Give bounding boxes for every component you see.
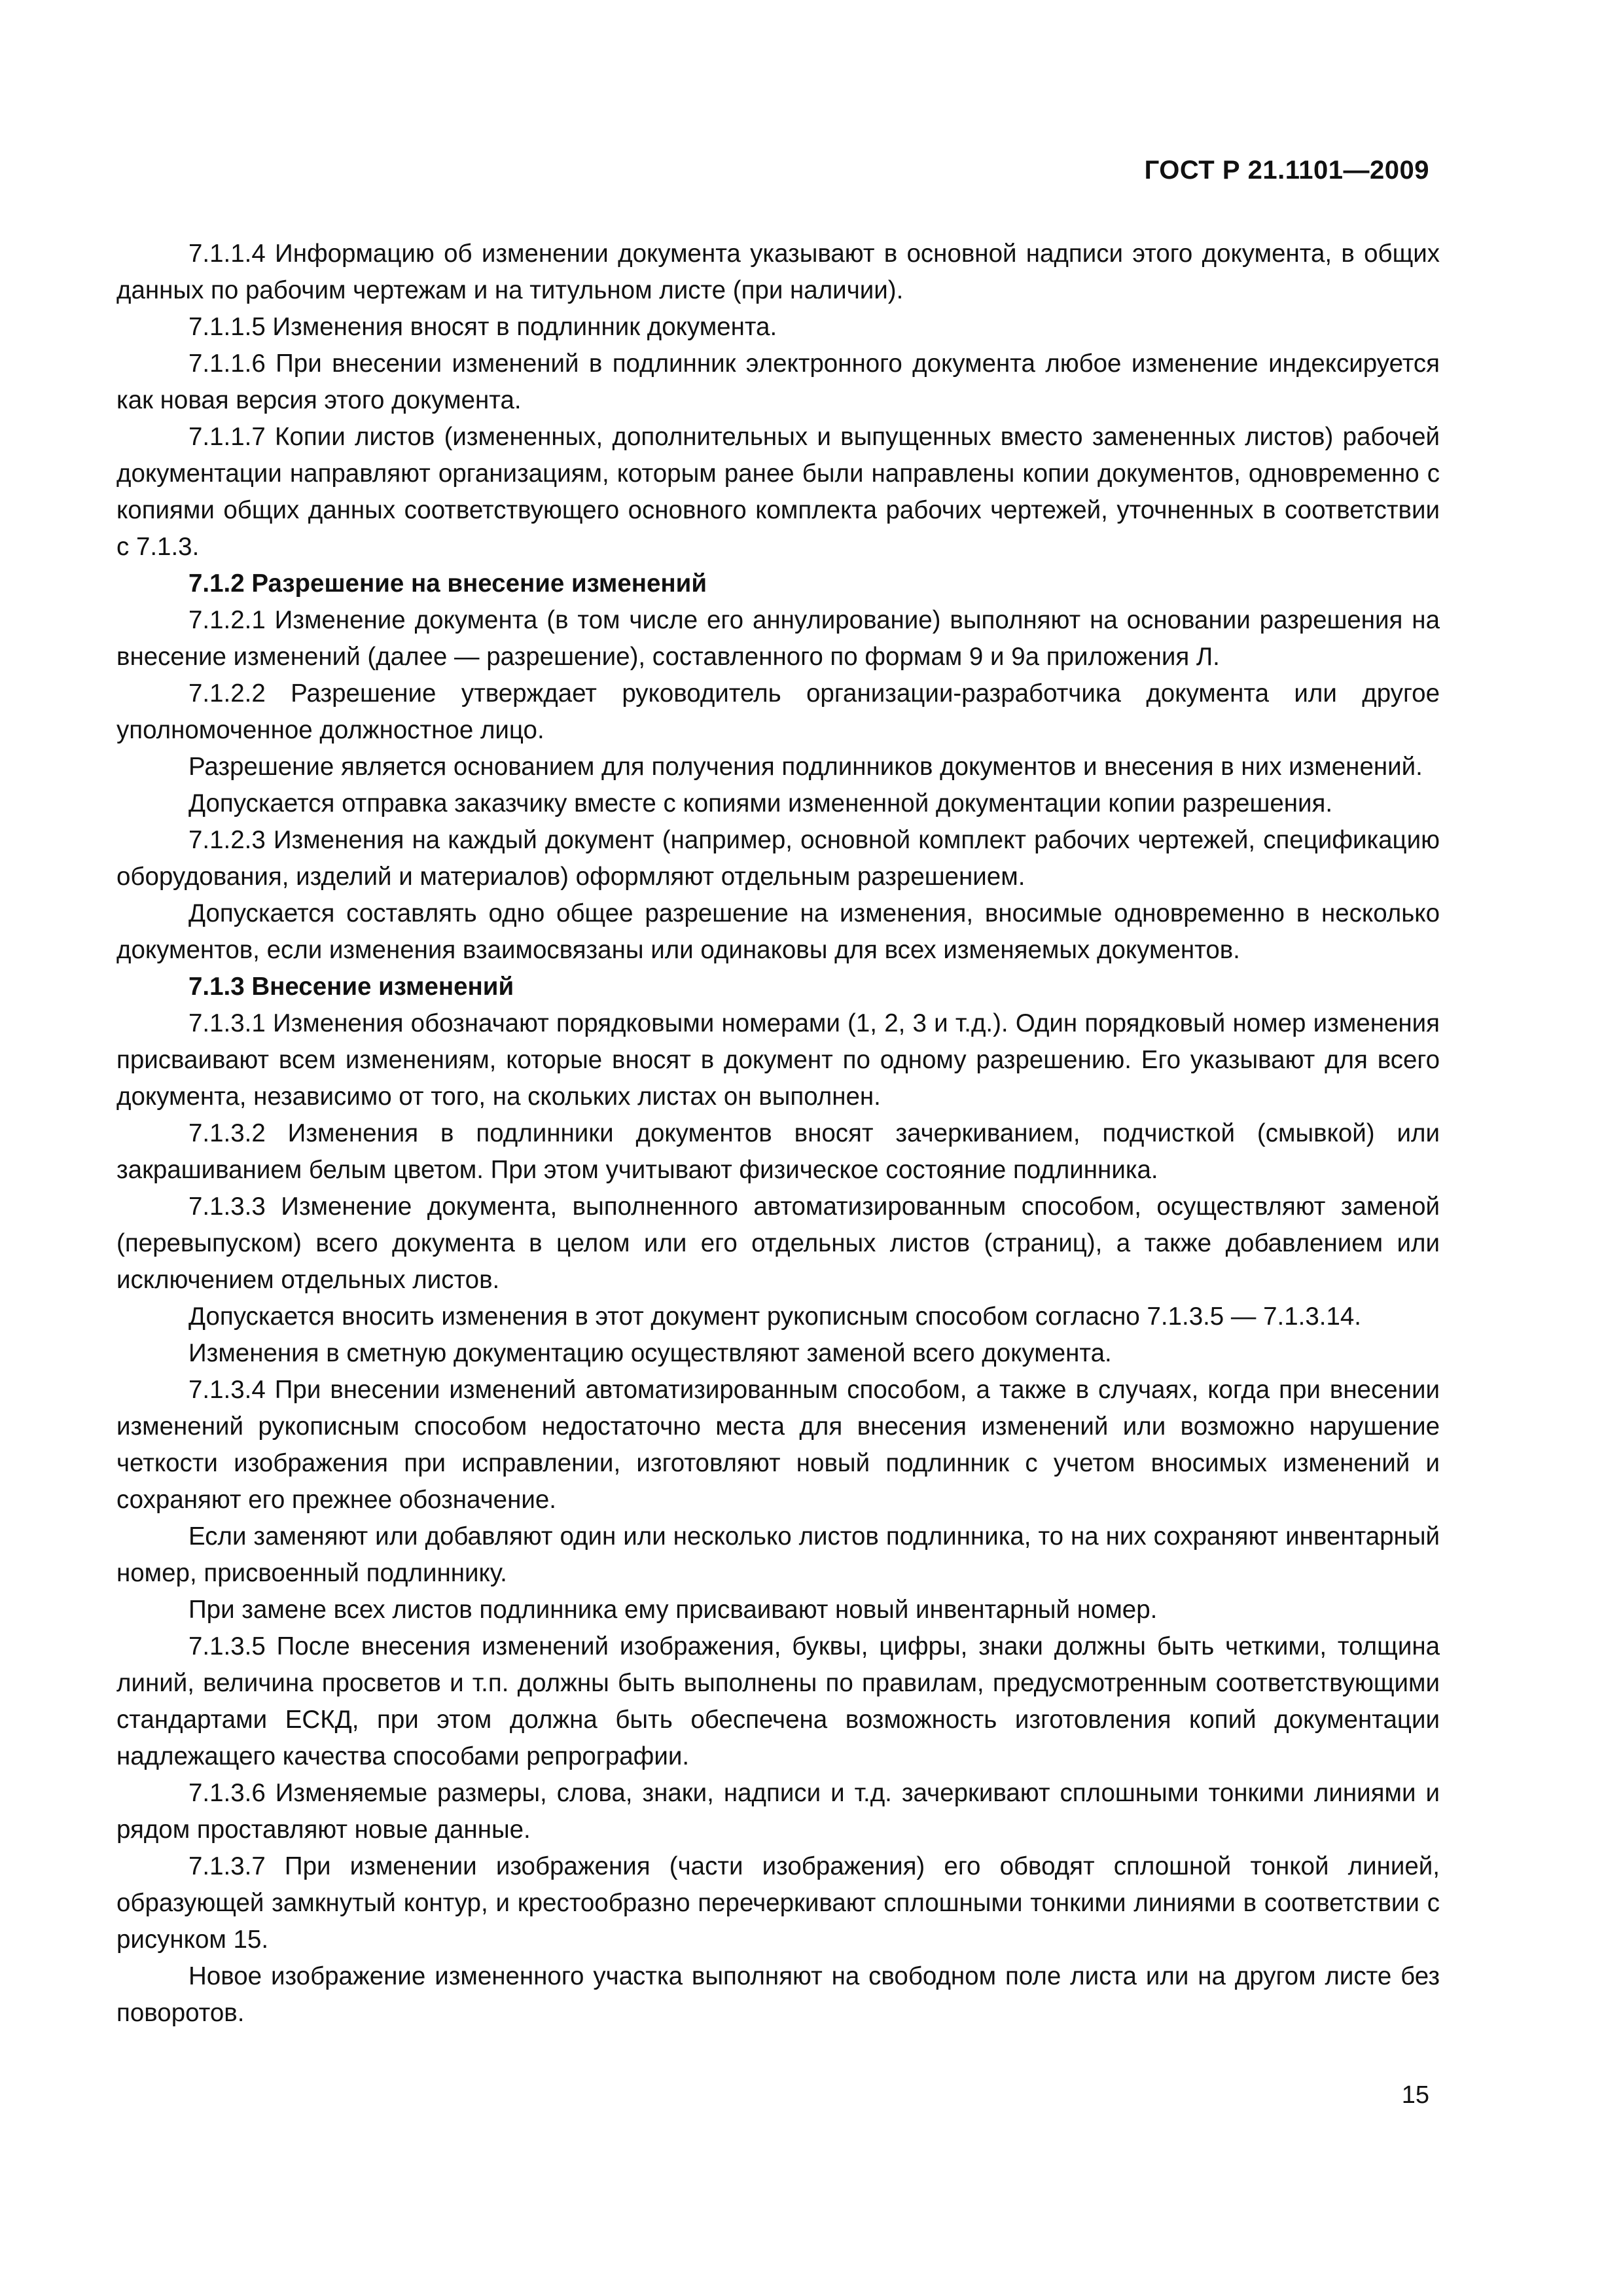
document-body bbox=[116, 236, 1440, 2032]
paragraph-7-1-1-4: 7.1.1.4 Информацию об изменении документа указывают в основной надписи этого документа, в общих данных по рабочим чертежам и на титульном листе (при наличии). bbox=[116, 240, 1440, 304]
paragraph-7-1-3-2: 7.1.3.2 Изменения в подлинники документов вносят зачеркиванием, подчисткой (смывкой) или закрашиванием белым цветом. При этом учитывают физическое состояние подлинника. bbox=[116, 1119, 1440, 1184]
paragraph-7-1-3-5: 7.1.3.5 После внесения изменений изображения, буквы, цифры, знаки должны быть четкими, толщина линий, величина просветов и т.п. должны быть выполнены по правилам, предусмотренным соответствующими стандартами ЕСКД, при этом должна быть обеспечена возможность изготовления копий документации надлежащего качества способами репрографии. bbox=[116, 1632, 1440, 1770]
paragraph-7-1-1-6: 7.1.1.6 При внесении изменений в подлинник электронного документа любое изменение индексируется как новая версия этого документа. bbox=[116, 350, 1440, 414]
section-heading-7-1-2: 7.1.2 Разрешение на внесение изменений bbox=[188, 569, 707, 598]
paragraph-handwritten-changes: Допускается вносить изменения в этот документ рукописным способом согласно 7.1.3.5 — 7.1.3.14. bbox=[188, 1302, 1361, 1331]
paragraph-7-1-3-6: 7.1.3.6 Изменяемые размеры, слова, знаки, надписи и т.д. зачеркивают сплошными тонкими линиями и рядом проставляют новые данные. bbox=[116, 1779, 1440, 1844]
paragraph-inventory-number: Если заменяют или добавляют один или несколько листов подлинника, то на них сохраняют инвентарный номер, присвоенный подлиннику. bbox=[116, 1522, 1440, 1587]
page-number: 15 bbox=[1401, 2081, 1429, 2109]
paragraph-estimate-changes: Изменения в сметную документацию осуществляют заменой всего документа. bbox=[188, 1339, 1112, 1367]
paragraph-7-1-3-1: 7.1.3.1 Изменения обозначают порядковыми номерами (1, 2, 3 и т.д.). Один порядковый номер изменения присваивают всем изменениям, которые вносят в документ по одному разрешению. Его указывают для всего документа, независимо от того, на скольких листах он выполнен. bbox=[116, 1009, 1440, 1111]
paragraph-new-image: Новое изображение измененного участка выполняют на свободном поле листа или на другом листе без поворотов. bbox=[116, 1962, 1440, 2027]
paragraph-7-1-3-7: 7.1.3.7 При изменении изображения (части изображения) его обводят сплошной тонкой линией, образующей замкнутый контур, и крестообразно перечеркивают сплошными тонкими линиями в соответствии с рисунком 15. bbox=[116, 1852, 1440, 1954]
paragraph-7-1-2-1: 7.1.2.1 Изменение документа (в том числе его аннулирование) выполняют на основании разрешения на внесение изменений (далее — разрешение), составленного по формам 9 и 9а приложения Л. bbox=[116, 606, 1440, 671]
paragraph-7-1-1-7: 7.1.1.7 Копии листов (измененных, дополнительных и выпущенных вместо замененных листов) рабочей документации направляют организациям, которым ранее были направлены копии документов, одновременно с копиями общих данных соответствующего основного комплекта рабочих чертежей, уточненных в соответствии с 7.1.3. bbox=[116, 423, 1440, 561]
document-standard-header: ГОСТ Р 21.1101—2009 bbox=[1144, 156, 1429, 185]
section-heading-7-1-3: 7.1.3 Внесение изменений bbox=[188, 973, 514, 1001]
paragraph-7-1-1-5: 7.1.1.5 Изменения вносят в подлинник документа. bbox=[188, 313, 777, 341]
paragraph-new-inventory-number: При замене всех листов подлинника ему присваивают новый инвентарный номер. bbox=[188, 1596, 1158, 1624]
paragraph-7-1-2-2: 7.1.2.2 Разрешение утверждает руководитель организации-разработчика документа или другое уполномоченное должностное лицо. bbox=[116, 679, 1440, 744]
paragraph-7-1-3-3: 7.1.3.3 Изменение документа, выполненного автоматизированным способом, осуществляют заменой (перевыпуском) всего документа в целом или его отдельных листов (страниц), а также добавлением или исключением отдельных листов. bbox=[116, 1193, 1440, 1294]
paragraph-7-1-2-3: 7.1.2.3 Изменения на каждый документ (например, основной комплект рабочих чертежей, спецификацию оборудования, изделий и материалов) оформляют отдельным разрешением. bbox=[116, 826, 1440, 891]
paragraph-7-1-3-4: 7.1.3.4 При внесении изменений автоматизированным способом, а также в случаях, когда при внесении изменений рукописным способом недостаточно места для внесения изменений или возможно нарушение четкости изображения при исправлении, изготовляют новый подлинник с учетом вносимых изменений и сохраняют его прежнее обозначение. bbox=[116, 1376, 1440, 1514]
paragraph-permission-copy: Допускается отправка заказчику вместе с копиями измененной документации копии разрешения. bbox=[188, 789, 1333, 817]
paragraph-permission-basis: Разрешение является основанием для получения подлинников документов и внесения в них изменений. bbox=[188, 753, 1423, 781]
paragraph-common-permission: Допускается составлять одно общее разрешение на изменения, вносимые одновременно в несколько документов, если изменения взаимосвязаны или одинаковы для всех изменяемых документов. bbox=[116, 899, 1440, 964]
